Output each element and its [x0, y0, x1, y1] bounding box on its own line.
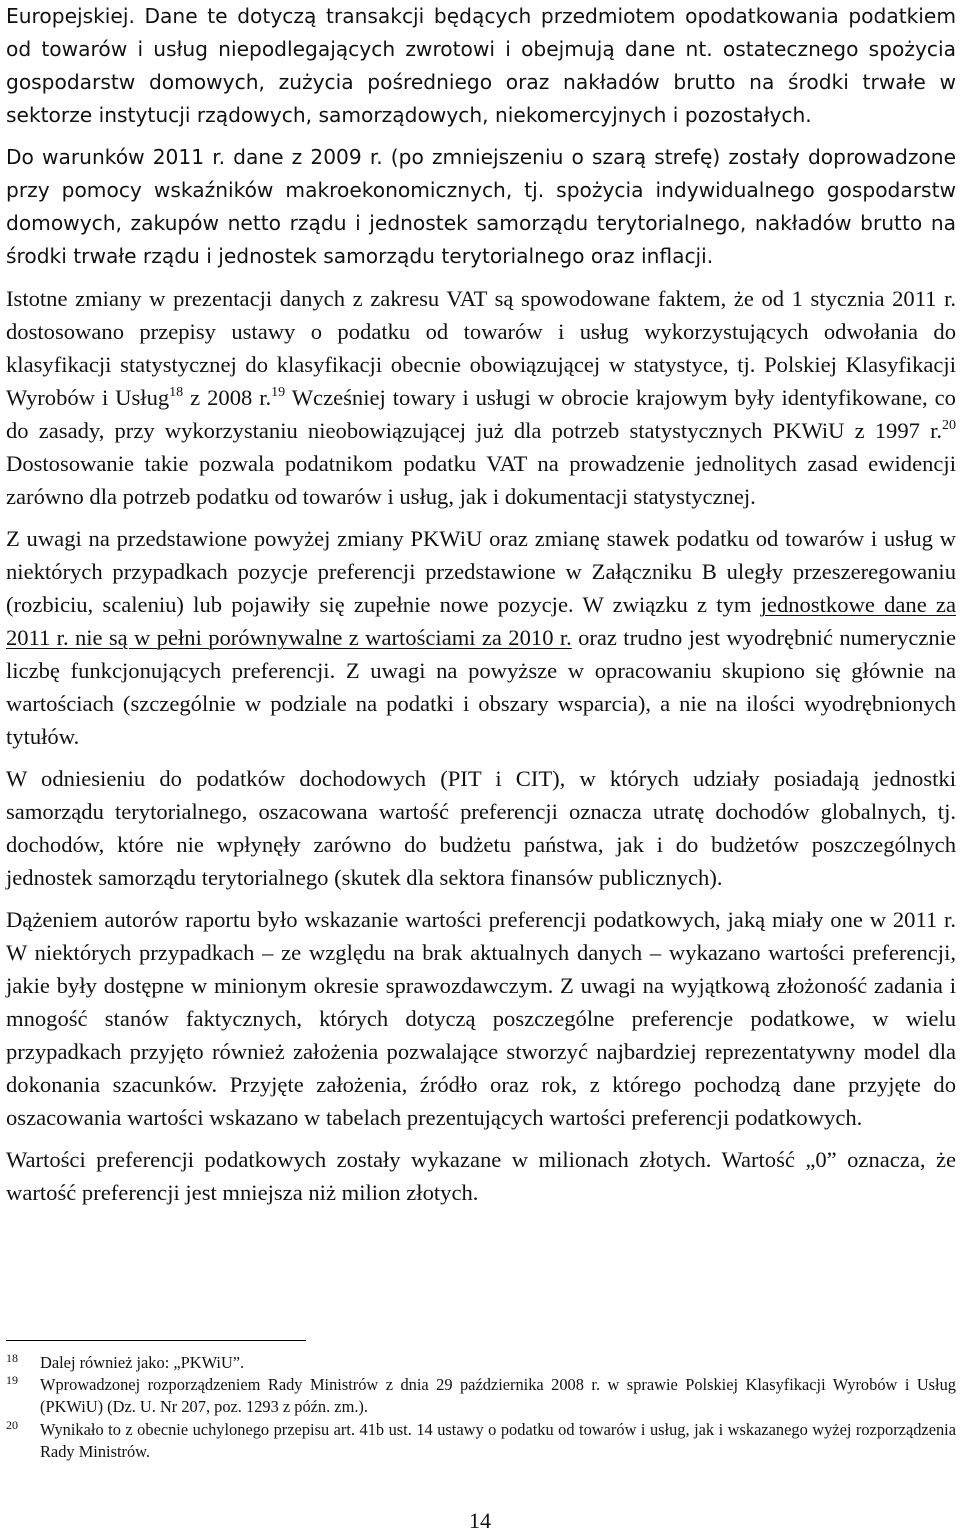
paragraph-4-text-a: Z uwagi na przedstawione powyżej zmiany PKWiU oraz zmianę stawek podatku od towarów i usług w niektórych przypadkach pozycje preferencji przedstawione w Załączniku B uległy przeszeregowaniu (rozbiciu, scaleniu) lub pojawiły się zupełnie nowe pozycje. W związku z tym [6, 526, 956, 617]
footnote-ref-20: 20 [942, 418, 956, 433]
paragraph-5: W odniesieniu do podatków dochodowych (PIT i CIT), w których udziały posiadają jednostki samorządu terytorialnego, oszacowana wartość preferencji oznacza utratę dochodów globalnych, tj. dochodów, które nie wpłynęły zarówno do budżetu państwa, jak i do budżetów poszczególnych jednostek samorządu terytorialnego (skutek dla sektora finansów publicznych). [6, 766, 956, 890]
footnotes [6, 1352, 956, 1463]
footnote-text: Dalej również jako: „PKWiU”. [40, 1353, 245, 1372]
paragraph-4-underlined: jednostkowe dane za 2011 r. nie są w pełni porównywalne z wartościami za 2010 r. [6, 592, 956, 650]
page-body [6, 0, 956, 1209]
page-number: 14 [469, 1508, 491, 1533]
footnote-text: Wprowadzonej rozporządzeniem Rady Ministrów z dnia 29 października 2008 r. w sprawie Polskiej Klasyfikacji Wyrobów i Usług (PKWiU) (Dz. U. Nr 207, poz. 1293 z późn. zm.). [40, 1375, 956, 1417]
paragraph-4 [6, 522, 956, 753]
paragraph-3-text-b: z 2008 r. [183, 385, 272, 410]
footnote-separator [6, 1340, 306, 1341]
footnote-ref-18: 18 [169, 385, 184, 400]
paragraph-4-text-b: oraz trudno jest wyodrębnić numerycznie liczbę funkcjonujących preferencji. Z uwagi na powyższe w opracowaniu skupiono się głównie na wartościach (szczególnie w podziale na podatki i obszary wsparcia), a nie na ilości wyodrębnionych tytułów. [6, 625, 956, 749]
paragraph-7: Wartości preferencji podatkowych zostały wykazane w milionach złotych. Wartość „0” oznacza, że wartość preferencji jest mniejsza niż milion złotych. [6, 1147, 956, 1205]
footnote-20 [6, 1419, 956, 1463]
paragraph-3-text-a: Istotne zmiany w prezentacji danych z zakresu VAT są spowodowane faktem, że od 1 stycznia 2011 r. dostosowano przepisy ustawy o podatku od towarów i usług wykorzystujących odwołania do klasyfikacji statystycznej do klasyfikacji obecnie obowiązującej w statystyce, tj. Polskiej Klasyfikacji Wyrobów i Usług [6, 286, 956, 410]
paragraph-6: Dążeniem autorów raportu było wskazanie wartości preferencji podatkowych, jaką miały one w 2011 r. W niektórych przypadkach – ze względu na brak aktualnych danych – wykazano wartości preferencji, jakie były dostępne w minionym okresie sprawozdawczym. Z uwagi na wyjątkową złożoność zadania i mnogość stanów faktycznych, których dotyczą poszczególne preferencje podatkowe, w wielu przypadkach przyjęto również założenia pozwalające stworzyć najbardziej reprezentatywny model dla dokonania szacunków. Przyjęte założenia, źródło oraz rok, z którego pochodzą dane przyjęte do oszacowania wartości wskazano w tabelach prezentujących wartości preferencji podatkowych. [6, 907, 956, 1130]
footnote-text: Wynikało to z obecnie uchylonego przepisu art. 41b ust. 14 ustawy o podatku od towarów i usług, jak i wskazanego wyżej rozporządzenia Rady Ministrów. [40, 1419, 956, 1461]
footnote-number: 18 [6, 1351, 18, 1365]
paragraph-3 [6, 282, 956, 513]
footnote-18 [6, 1352, 956, 1374]
footnote-number: 20 [6, 1417, 18, 1432]
paragraph-2: Do warunków 2011 r. dane z 2009 r. (po zmniejszeniu o szarą strefę) zostały doprowadzone przy pomocy wskaźników makroekonomicznych, tj. spożycia indywidualnego gospodarstw domowych, zakupów netto rządu i jednostek samorządu terytorialnego, nakładów brutto na środki trwałe rządu i jednostek samorządu terytorialnego oraz inflacji. [6, 145, 956, 268]
footnote-19 [6, 1374, 956, 1418]
paragraph-1: Europejskiej. Dane te dotyczą transakcji będących przedmiotem opodatkowania podatkiem od towarów i usług niepodlegających zwrotowi i obejmują dane nt. ostatecznego spożycia gospodarstw domowych, zużycia pośredniego oraz nakładów brutto na środki trwałe w sektorze instytucji rządowych, samorządowych, niekomercyjnych i pozostałych. [6, 4, 956, 127]
paragraph-3-text-c: Wcześniej towary i usługi w obrocie krajowym były identyfikowane, co do zasady, przy wykorzystaniu nieobowiązującej już dla potrzeb statystycznych PKWiU z 1997 r. [6, 385, 956, 443]
footnote-ref-19: 19 [271, 385, 286, 400]
paragraph-3-text-d: Dostosowanie takie pozwala podatnikom podatku VAT na prowadzenie jednolitych zasad ewidencji zarówno dla potrzeb podatku od towarów i usług, jak i dokumentacji statystycznej. [6, 451, 956, 509]
footnote-number: 19 [6, 1373, 18, 1388]
